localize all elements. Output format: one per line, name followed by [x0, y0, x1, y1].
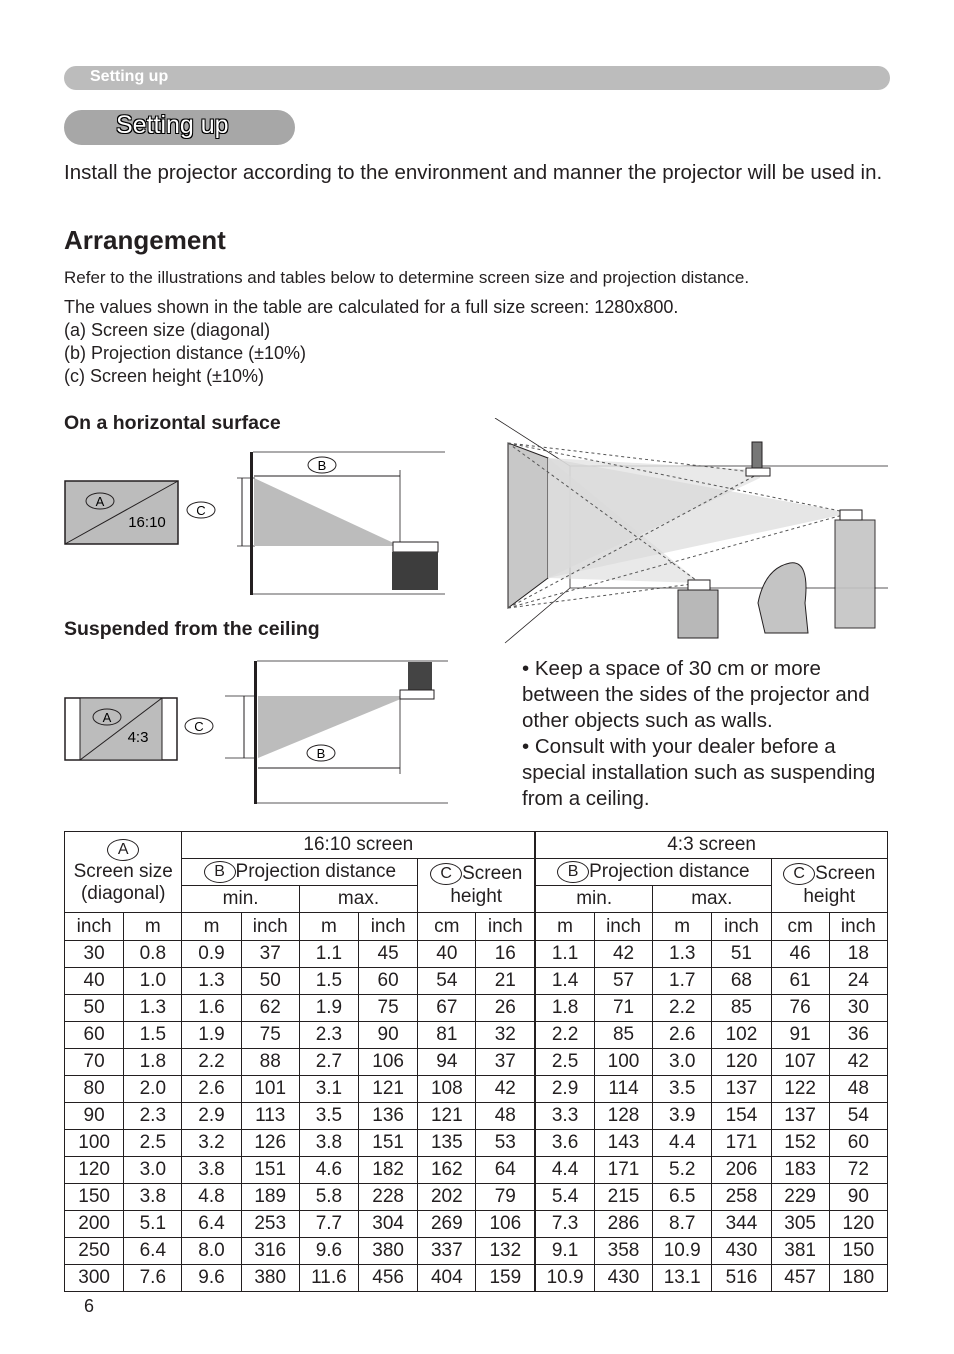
room-illustration	[490, 418, 890, 648]
table-row-cell: 171	[712, 1130, 771, 1157]
table-row-cell: 57	[594, 968, 652, 995]
table-row-cell: 3.5	[653, 1076, 712, 1103]
table-row-cell: 62	[241, 995, 299, 1022]
table-row-cell: 3.3	[535, 1103, 594, 1130]
table-row-cell: 6.4	[182, 1211, 241, 1238]
circle-a: A	[107, 839, 139, 861]
intro-text: Install the projector according to the environment and manner the projector will be used in.	[64, 161, 883, 184]
table-row-cell: 2.9	[535, 1076, 594, 1103]
table-row-cell: 26	[476, 995, 535, 1022]
unit-header-cell: inch	[359, 913, 418, 941]
unit-header-cell: inch	[241, 913, 299, 941]
table-row-cell: 37	[476, 1049, 535, 1076]
ceiling-diagram	[60, 658, 452, 808]
table-row-cell: 3.9	[653, 1103, 712, 1130]
table-row-cell: 72	[829, 1157, 887, 1184]
h-label-c: C	[196, 503, 206, 518]
table-row-cell: 4.6	[299, 1157, 358, 1184]
table-row-cell: 159	[476, 1265, 535, 1292]
table-row-cell: 380	[241, 1265, 299, 1292]
table-row-cell: 7.6	[124, 1265, 182, 1292]
table-row-cell: 337	[418, 1238, 476, 1265]
table-row-cell: 206	[712, 1157, 771, 1184]
table-row-cell: 101	[241, 1076, 299, 1103]
unit-header-cell: inch	[594, 913, 652, 941]
table-row-cell: 42	[594, 941, 652, 968]
unit-header-cell: inch	[829, 913, 887, 941]
table-row	[65, 1130, 888, 1157]
table-row-cell: 45	[359, 941, 418, 968]
screen-size-label: Screen size	[73, 861, 173, 882]
table-row-cell: 120	[829, 1211, 887, 1238]
circle-c: C	[430, 863, 462, 885]
table-row-cell: 91	[771, 1022, 829, 1049]
table-row-cell: 30	[65, 941, 124, 968]
table-row-cell: 108	[418, 1076, 476, 1103]
unit-header-cell: m	[182, 913, 241, 941]
min-header: min.	[182, 886, 299, 913]
proj-header-1	[182, 859, 418, 886]
table-row	[65, 1184, 888, 1211]
table-row-cell: 135	[418, 1130, 476, 1157]
table-row-cell: 90	[359, 1022, 418, 1049]
table-row-cell: 286	[594, 1211, 652, 1238]
projection-table	[64, 831, 888, 1292]
table-row-cell: 18	[829, 941, 887, 968]
table-row-cell: 5.1	[124, 1211, 182, 1238]
proj-header-2	[535, 859, 771, 886]
table-row-cell: 100	[65, 1130, 124, 1157]
table-row-cell: 81	[418, 1022, 476, 1049]
table-row-cell: 53	[476, 1130, 535, 1157]
table-row-cell: 54	[418, 968, 476, 995]
table-row-cell: 9.6	[299, 1238, 358, 1265]
table-row-cell: 3.8	[124, 1184, 182, 1211]
table-row-cell: 1.3	[653, 941, 712, 968]
unit-header-cell: cm	[418, 913, 476, 941]
table-row-cell: 1.9	[182, 1022, 241, 1049]
circle-b: B	[204, 861, 236, 883]
table-row-cell: 21	[476, 968, 535, 995]
table-row-cell: 430	[712, 1238, 771, 1265]
unit-header-cell: inch	[65, 913, 124, 941]
table-row-cell: 7.7	[299, 1211, 358, 1238]
header-bar	[64, 66, 890, 90]
unit-header-cell: inch	[476, 913, 535, 941]
table-row-cell: 122	[771, 1076, 829, 1103]
table-row-cell: 36	[829, 1022, 887, 1049]
table-row-cell: 42	[476, 1076, 535, 1103]
item-screen-size: (a) Screen size (diagonal)	[64, 320, 271, 340]
table-row-cell: 64	[476, 1157, 535, 1184]
table-row-cell: 120	[712, 1049, 771, 1076]
table-row-cell: 30	[829, 995, 887, 1022]
table-row-cell: 106	[476, 1211, 535, 1238]
table-row-cell: 10.9	[535, 1265, 594, 1292]
table-row-cell: 50	[241, 968, 299, 995]
table-row-cell: 180	[829, 1265, 887, 1292]
table-row-cell: 5.2	[653, 1157, 712, 1184]
h-ratio: 16:10	[128, 514, 166, 531]
table-row-cell: 10.9	[653, 1238, 712, 1265]
data-rows	[65, 941, 888, 1292]
table-row-cell: 68	[712, 968, 771, 995]
table-row-cell: 128	[594, 1103, 652, 1130]
table-row-cell: 6.4	[124, 1238, 182, 1265]
table-row	[65, 1022, 888, 1049]
table-row-cell: 1.7	[653, 968, 712, 995]
table-row-cell: 3.5	[299, 1103, 358, 1130]
table-row-cell: 121	[359, 1076, 418, 1103]
table-row-cell: 75	[241, 1022, 299, 1049]
table-row-cell: 143	[594, 1130, 652, 1157]
table-row	[65, 1211, 888, 1238]
table-row-cell: 316	[241, 1238, 299, 1265]
table-row	[65, 1157, 888, 1184]
table-row-cell: 90	[65, 1103, 124, 1130]
table-row-cell: 46	[771, 941, 829, 968]
table-row-cell: 132	[476, 1238, 535, 1265]
table-row-cell: 5.8	[299, 1184, 358, 1211]
arrangement-line2: The values shown in the table are calculated for a full size screen: 1280x800.	[64, 297, 679, 317]
table-row-cell: 75	[359, 995, 418, 1022]
table-row-cell: 51	[712, 941, 771, 968]
table-row-cell: 1.5	[124, 1022, 182, 1049]
table-row-cell: 1.0	[124, 968, 182, 995]
table-row-cell: 2.3	[124, 1103, 182, 1130]
table-row-cell: 457	[771, 1265, 829, 1292]
screen-size-sub: (diagonal)	[80, 883, 166, 904]
table-row-cell: 2.0	[124, 1076, 182, 1103]
table-row-cell: 94	[418, 1049, 476, 1076]
page-title: Setting up	[116, 111, 229, 139]
horizontal-diagram	[60, 448, 450, 598]
table-row-cell: 1.6	[182, 995, 241, 1022]
table-row-cell: 100	[594, 1049, 652, 1076]
table-row-cell: 2.2	[653, 995, 712, 1022]
table-row-cell: 5.4	[535, 1184, 594, 1211]
table-row-cell: 404	[418, 1265, 476, 1292]
table-row-cell: 344	[712, 1211, 771, 1238]
table-row-cell: 305	[771, 1211, 829, 1238]
table-row-cell: 4.8	[182, 1184, 241, 1211]
table-row-cell: 189	[241, 1184, 299, 1211]
unit-header-cell: cm	[771, 913, 829, 941]
table-row-cell: 76	[771, 995, 829, 1022]
table-row-cell: 90	[829, 1184, 887, 1211]
table-row-cell: 11.6	[299, 1265, 358, 1292]
group-1610: 16:10 screen	[182, 832, 535, 859]
table-row	[65, 968, 888, 995]
table-row-cell: 9.6	[182, 1265, 241, 1292]
h-label-a: A	[95, 494, 105, 509]
table-row-cell: 152	[771, 1130, 829, 1157]
table-row-cell: 71	[594, 995, 652, 1022]
table-row-cell: 102	[712, 1022, 771, 1049]
height-label2: height	[803, 885, 856, 907]
table-row-cell: 48	[476, 1103, 535, 1130]
table-row-cell: 42	[829, 1049, 887, 1076]
table-row-cell: 150	[65, 1184, 124, 1211]
table-row-cell: 381	[771, 1238, 829, 1265]
table-row-cell: 1.3	[182, 968, 241, 995]
max-header: max.	[299, 886, 417, 913]
table-row-cell: 258	[712, 1184, 771, 1211]
table-row-cell: 171	[594, 1157, 652, 1184]
table-row-cell: 32	[476, 1022, 535, 1049]
table-row	[65, 941, 888, 968]
table-row-cell: 1.5	[299, 968, 358, 995]
table-row-cell: 137	[712, 1076, 771, 1103]
table-row-cell: 61	[771, 968, 829, 995]
table-row-cell: 121	[418, 1103, 476, 1130]
table-row-cell: 126	[241, 1130, 299, 1157]
table-row-cell: 107	[771, 1049, 829, 1076]
table-row-cell: 9.1	[535, 1238, 594, 1265]
table-row-cell: 202	[418, 1184, 476, 1211]
unit-row	[65, 913, 888, 941]
table-row-cell: 200	[65, 1211, 124, 1238]
unit-header-cell: m	[535, 913, 594, 941]
table-row-cell: 3.0	[653, 1049, 712, 1076]
table-row-cell: 40	[65, 968, 124, 995]
table-row-cell: 3.2	[182, 1130, 241, 1157]
table-row	[65, 1076, 888, 1103]
table-row-cell: 1.4	[535, 968, 594, 995]
table-row-cell: 1.3	[124, 995, 182, 1022]
table-row-cell: 151	[359, 1130, 418, 1157]
table-row-cell: 85	[594, 1022, 652, 1049]
table-row-cell: 85	[712, 995, 771, 1022]
arrangement-line1: Refer to the illustrations and tables below to determine screen size and projection distance.	[64, 268, 750, 287]
table-row-cell: 3.1	[299, 1076, 358, 1103]
table-row-cell: 7.3	[535, 1211, 594, 1238]
table-row-cell: 8.0	[182, 1238, 241, 1265]
table-row	[65, 1103, 888, 1130]
table-row-cell: 380	[359, 1238, 418, 1265]
table-row-cell: 40	[418, 941, 476, 968]
table-row-cell: 2.7	[299, 1049, 358, 1076]
table-row-cell: 2.6	[653, 1022, 712, 1049]
table-row-cell: 120	[65, 1157, 124, 1184]
c-ratio: 4:3	[127, 729, 149, 746]
table-row-cell: 182	[359, 1157, 418, 1184]
table-row-cell: 2.3	[299, 1022, 358, 1049]
table-row-cell: 8.7	[653, 1211, 712, 1238]
notes	[522, 656, 902, 812]
table-row-cell: 3.0	[124, 1157, 182, 1184]
table-row-cell: 79	[476, 1184, 535, 1211]
page-number: 6	[84, 1296, 95, 1316]
proj-label: Projection distance	[589, 861, 750, 882]
height-label2: height	[450, 885, 503, 907]
table-row-cell: 304	[359, 1211, 418, 1238]
table-row-cell: 2.6	[182, 1076, 241, 1103]
table-row	[65, 1265, 888, 1292]
table-row-cell: 1.8	[535, 995, 594, 1022]
table-row-cell: 60	[65, 1022, 124, 1049]
table-row-cell: 250	[65, 1238, 124, 1265]
header-section-label: Setting up	[90, 68, 169, 85]
circle-b: B	[557, 861, 589, 883]
unit-header-cell: m	[299, 913, 358, 941]
table-row-cell: 3.6	[535, 1130, 594, 1157]
table-row-cell: 2.9	[182, 1103, 241, 1130]
table-row-cell: 4.4	[653, 1130, 712, 1157]
unit-header-cell: m	[653, 913, 712, 941]
table-row-cell: 50	[65, 995, 124, 1022]
proj-label: Projection distance	[235, 861, 397, 882]
screen-size-header	[65, 832, 182, 913]
table-row-cell: 6.5	[653, 1184, 712, 1211]
table-row-cell: 1.9	[299, 995, 358, 1022]
c-label-a: A	[102, 710, 112, 725]
table-row-cell: 215	[594, 1184, 652, 1211]
unit-header	[65, 913, 888, 941]
height-label1: Screen	[462, 863, 523, 885]
note-dealer: • Consult with your dealer before a special installation such as suspending from a ceiling.	[522, 735, 876, 810]
table-row-cell: 0.8	[124, 941, 182, 968]
unit-header-cell: inch	[712, 913, 771, 941]
max-header: max.	[653, 886, 771, 913]
table-row-cell: 229	[771, 1184, 829, 1211]
table-row-cell: 16	[476, 941, 535, 968]
table-row-cell: 150	[829, 1238, 887, 1265]
table-row-cell: 70	[65, 1049, 124, 1076]
item-screen-height: (c) Screen height (±10%)	[64, 366, 264, 386]
table-row-cell: 516	[712, 1265, 771, 1292]
table-row-cell: 106	[359, 1049, 418, 1076]
arrangement-heading: Arrangement	[64, 225, 226, 255]
table-row-cell: 154	[712, 1103, 771, 1130]
c-label-c: C	[194, 719, 204, 734]
height-label1: Screen	[815, 863, 876, 885]
ceiling-heading: Suspended from the ceiling	[64, 618, 320, 640]
table-row-cell: 4.4	[535, 1157, 594, 1184]
table-row-cell: 1.8	[124, 1049, 182, 1076]
table-row-cell: 269	[418, 1211, 476, 1238]
table-row-cell: 358	[594, 1238, 652, 1265]
horizontal-heading: On a horizontal surface	[64, 412, 281, 434]
table-row-cell: 2.2	[535, 1022, 594, 1049]
table-row-cell: 114	[594, 1076, 652, 1103]
table-row-cell: 1.1	[299, 941, 358, 968]
table-row	[65, 1049, 888, 1076]
table-row-cell: 162	[418, 1157, 476, 1184]
min-header: min.	[535, 886, 652, 913]
circle-c: C	[783, 863, 815, 885]
table-row-cell: 456	[359, 1265, 418, 1292]
height-header-1	[418, 859, 535, 913]
table-row-cell: 137	[771, 1103, 829, 1130]
table-row-cell: 67	[418, 995, 476, 1022]
arrangement-lines	[64, 296, 678, 388]
table-row-cell: 0.9	[182, 941, 241, 968]
group-43: 4:3 screen	[535, 832, 887, 859]
table-row-cell: 2.5	[124, 1130, 182, 1157]
height-header-2	[771, 859, 887, 913]
table-row-cell: 151	[241, 1157, 299, 1184]
table-row-cell: 3.8	[182, 1157, 241, 1184]
table-row-cell: 60	[829, 1130, 887, 1157]
table-row-cell: 80	[65, 1076, 124, 1103]
table-row	[65, 995, 888, 1022]
table-row-cell: 253	[241, 1211, 299, 1238]
table-row-cell: 3.8	[299, 1130, 358, 1157]
note-spacing: • Keep a space of 30 cm or more between the sides of the projector and other objects such as walls.	[522, 657, 870, 732]
c-label-b: B	[316, 746, 326, 761]
item-projection-distance: (b) Projection distance (±10%)	[64, 343, 306, 363]
table-row-cell: 88	[241, 1049, 299, 1076]
table-row	[65, 1238, 888, 1265]
table-row-cell: 24	[829, 968, 887, 995]
unit-header-cell: m	[124, 913, 182, 941]
table-row-cell: 48	[829, 1076, 887, 1103]
table-row-cell: 430	[594, 1265, 652, 1292]
table-row-cell: 300	[65, 1265, 124, 1292]
table-row-cell: 2.2	[182, 1049, 241, 1076]
table-row-cell: 136	[359, 1103, 418, 1130]
table-row-cell: 54	[829, 1103, 887, 1130]
table-row-cell: 228	[359, 1184, 418, 1211]
table-row-cell: 113	[241, 1103, 299, 1130]
table-row-cell: 13.1	[653, 1265, 712, 1292]
table-row-cell: 2.5	[535, 1049, 594, 1076]
h-label-b: B	[317, 458, 327, 473]
table-row-cell: 1.1	[535, 941, 594, 968]
table-row-cell: 60	[359, 968, 418, 995]
table-row-cell: 37	[241, 941, 299, 968]
table-row-cell: 183	[771, 1157, 829, 1184]
